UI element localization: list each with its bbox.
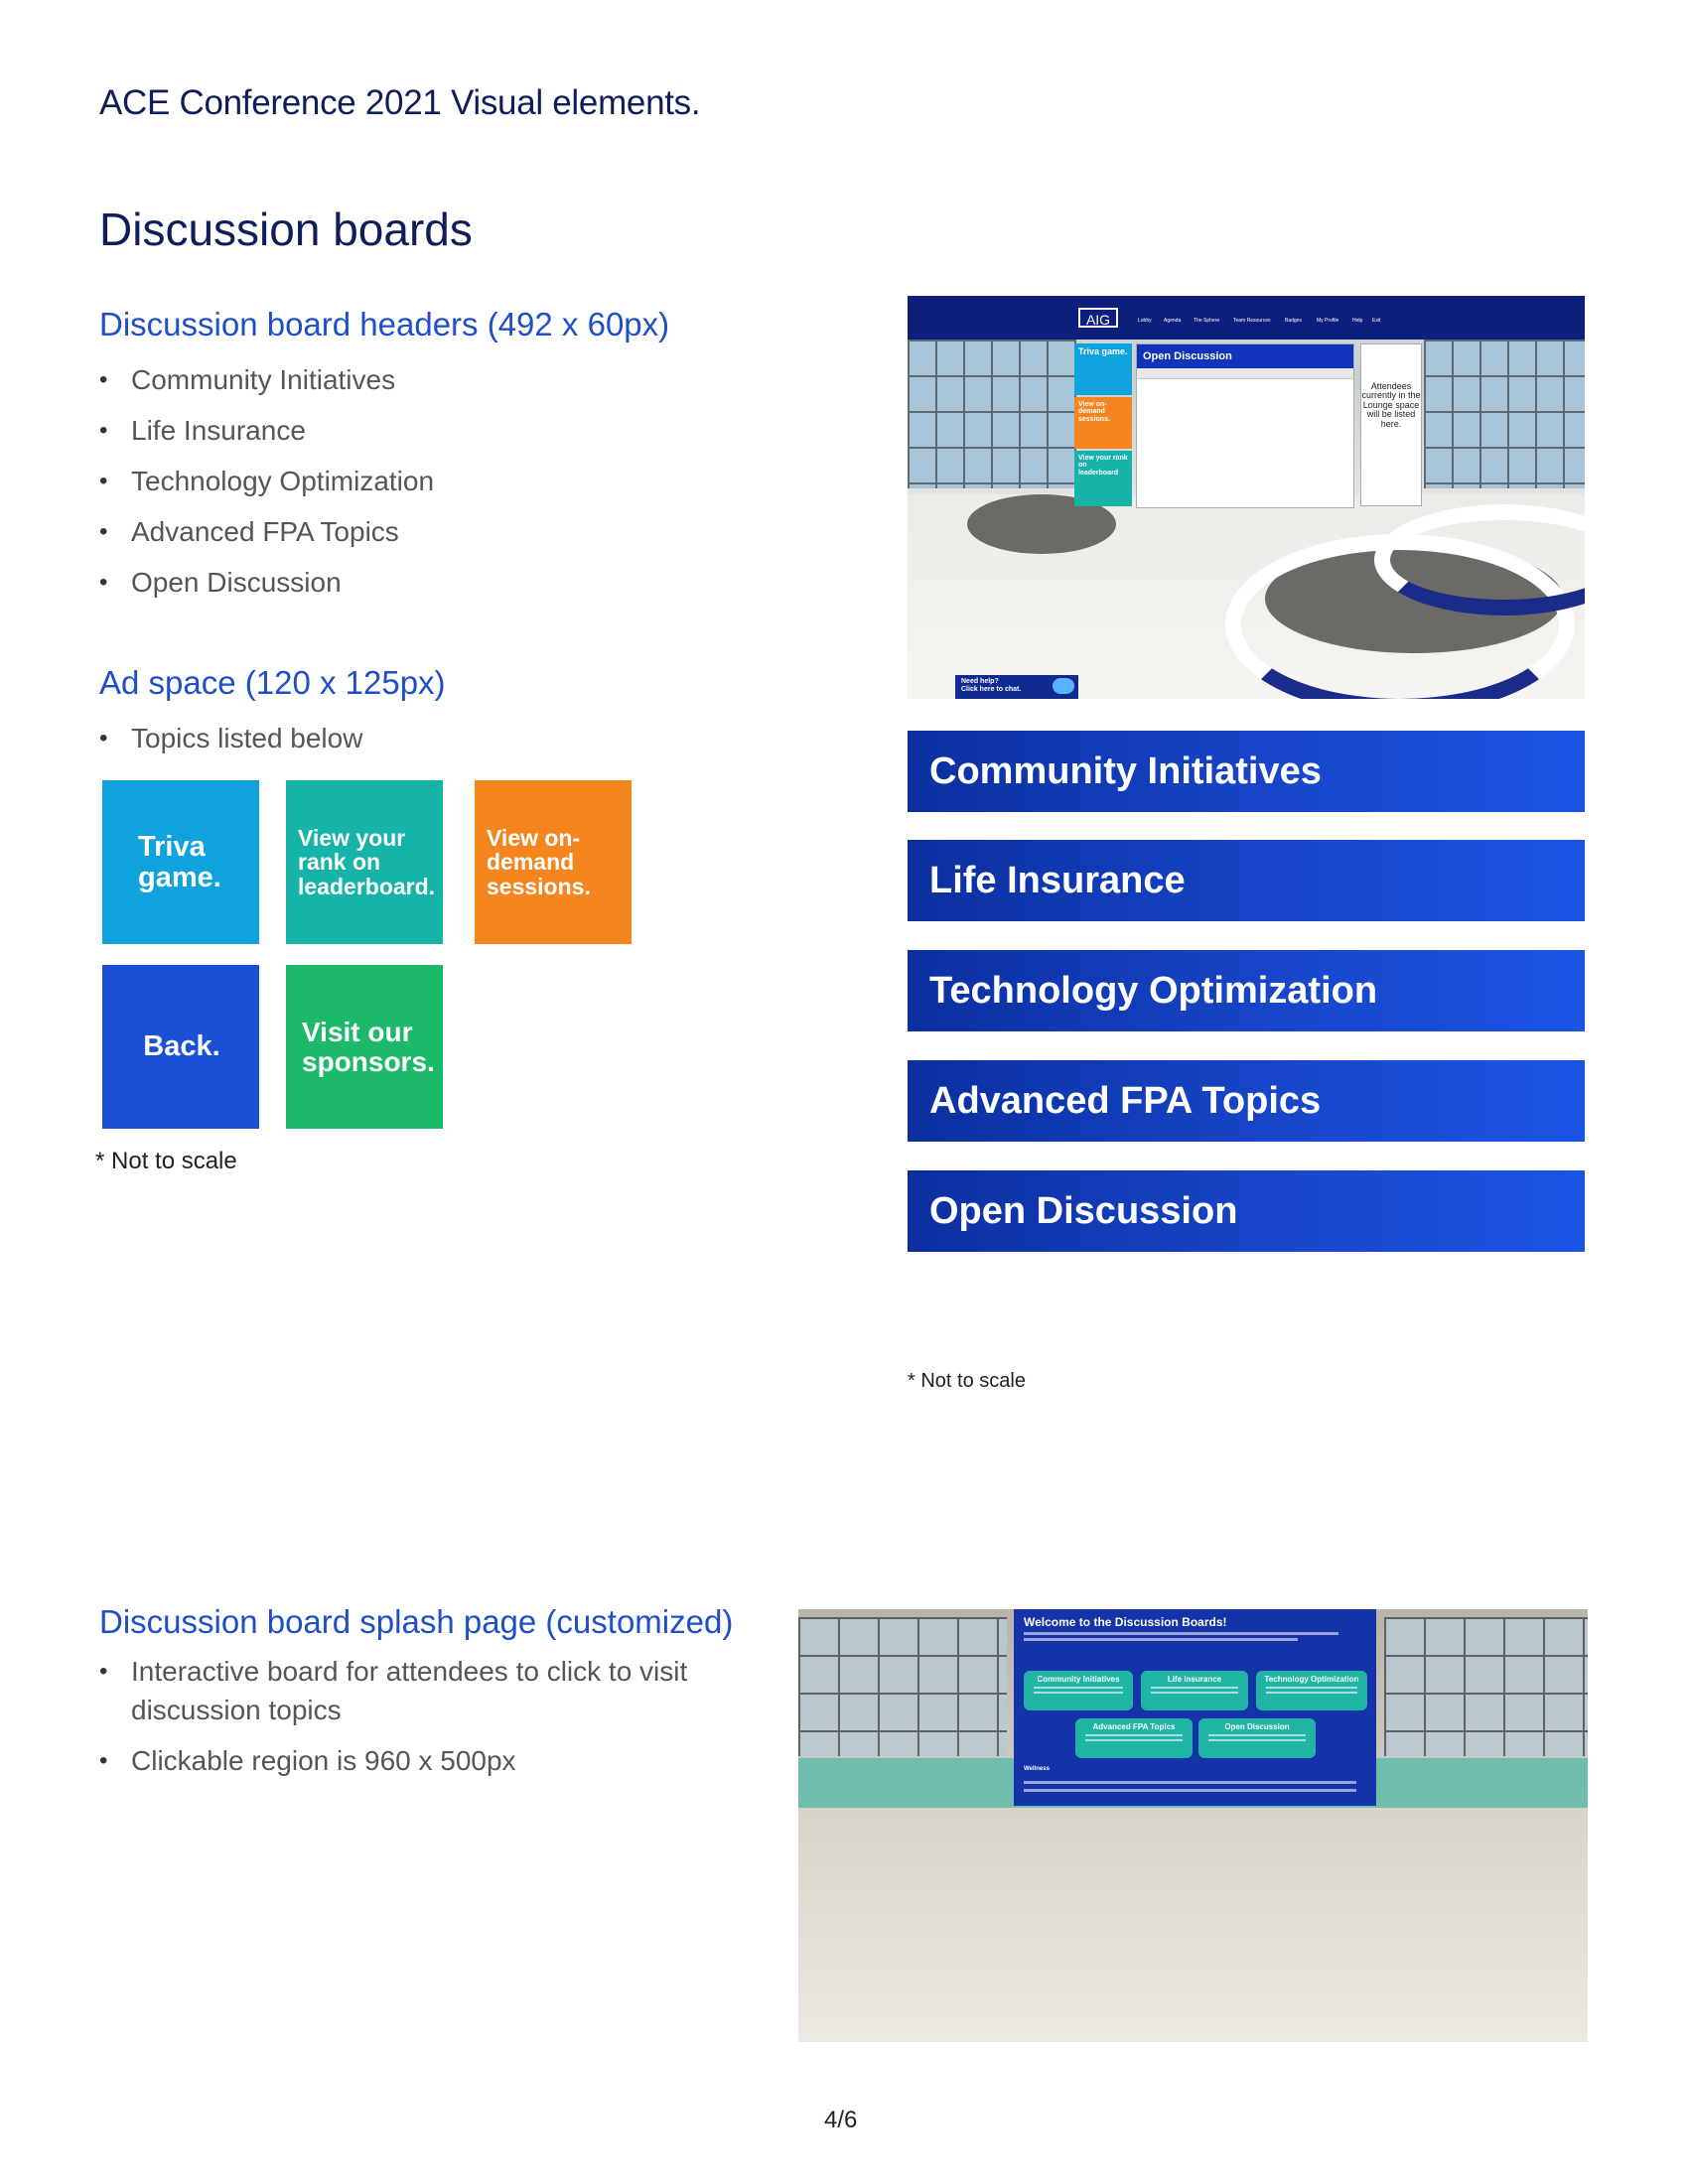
nav-item[interactable]: My Profile (1317, 318, 1339, 324)
chat-bubble-icon (1053, 678, 1074, 694)
sponsors-tile[interactable]: Visit our sponsors. (286, 965, 443, 1129)
window-wall (1384, 1617, 1588, 1756)
text-line (1024, 1632, 1338, 1635)
header-bar-community-initiatives: Community Initiatives (908, 731, 1585, 812)
header-bar-advanced-fpa-topics: Advanced FPA Topics (908, 1060, 1585, 1142)
splash-subtitle: Discussion board splash page (customized) (99, 1603, 734, 1640)
header-bar-open-discussion: Open Discussion (908, 1170, 1585, 1252)
splash-page-preview (798, 1609, 1588, 2042)
topic-button-community-initiatives[interactable]: Community Initiatives (1024, 1671, 1133, 1710)
nav-item[interactable]: Team Resources (1233, 318, 1271, 324)
mini-on-demand-tile[interactable]: View on-demand sessions. (1074, 397, 1132, 449)
nav-item[interactable]: Agenda (1164, 318, 1182, 324)
window-wall (1424, 340, 1585, 488)
headers-list (99, 354, 434, 608)
leaderboard-tile[interactable]: View your rank on leaderboard. (286, 780, 443, 944)
splash-list (99, 1652, 735, 1780)
list-item: • Technology Optimization (99, 456, 434, 506)
ad-scale-note: * Not to scale (95, 1148, 237, 1174)
document-title: ACE Conference 2021 Visual elements. (99, 83, 701, 122)
board-footer-label: Wellness (1024, 1766, 1050, 1772)
list-item: • Topics listed below (99, 713, 362, 763)
text-line (1024, 1638, 1298, 1641)
discussion-board-panel[interactable] (1014, 1609, 1376, 1806)
nav-item[interactable]: The Sphere (1194, 318, 1220, 324)
help-chat-badge[interactable] (955, 675, 1078, 699)
aig-logo: AIG (1078, 308, 1118, 328)
text-line (1024, 1781, 1356, 1784)
chat-panel[interactable] (1136, 343, 1354, 508)
attendees-panel: Attendees currently in the Lounge space will be listed here. (1360, 343, 1422, 506)
list-item: • Clickable region is 960 x 500px (99, 1741, 735, 1780)
window-wall (908, 340, 1076, 488)
header-bar-life-insurance: Life Insurance (908, 840, 1585, 921)
mini-trivia-tile[interactable]: Triva game. (1074, 343, 1132, 395)
back-tile[interactable]: Back. (102, 965, 259, 1129)
topic-button-technology-optimization[interactable]: Technology Optimization (1256, 1671, 1367, 1710)
list-item: • Interactive board for attendees to click to visit discussion topics (99, 1652, 735, 1729)
nav-item[interactable]: Lobby (1138, 318, 1152, 324)
ad-space-subtitle: Ad space (120 x 125px) (99, 664, 446, 701)
list-item: • Life Insurance (99, 405, 434, 456)
nav-item[interactable]: Exit (1372, 318, 1381, 324)
section-title: Discussion boards (99, 204, 473, 255)
lounge-screenshot (908, 296, 1585, 699)
topic-button-advanced-fpa-topics[interactable]: Advanced FPA Topics (1075, 1718, 1193, 1758)
mini-leaderboard-tile[interactable]: View your rank on leaderboard (1074, 451, 1132, 506)
header-bar-technology-optimization: Technology Optimization (908, 950, 1585, 1031)
text-line (1024, 1789, 1356, 1792)
topic-button-life-insurance[interactable]: Life Insurance (1141, 1671, 1248, 1710)
splash-floor (798, 1808, 1588, 2042)
chat-tabs (1137, 368, 1353, 379)
headers-subtitle: Discussion board headers (492 x 60px) (99, 306, 670, 342)
list-item: • Advanced FPA Topics (99, 506, 434, 557)
nav-item[interactable]: Help (1352, 318, 1363, 324)
help-label: Need help? (961, 678, 999, 685)
trivia-game-tile[interactable]: Triva game. (102, 780, 259, 944)
board-title: Welcome to the Discussion Boards! (1024, 1615, 1227, 1629)
nav-item[interactable]: Badges (1285, 318, 1302, 324)
window-wall (798, 1617, 1007, 1756)
topic-button-open-discussion[interactable]: Open Discussion (1198, 1718, 1316, 1758)
chat-title: Open Discussion (1137, 344, 1353, 368)
page-number: 4/6 (824, 2107, 858, 2133)
header-scale-note: * Not to scale (908, 1370, 1026, 1392)
screenshot-navbar (908, 296, 1585, 340)
on-demand-sessions-tile[interactable]: View on-demand sessions. (475, 780, 632, 944)
help-link: Click here to chat. (961, 685, 1022, 693)
list-item: • Open Discussion (99, 557, 434, 608)
list-item: • Community Initiatives (99, 354, 434, 405)
ad-space-list (99, 713, 362, 763)
